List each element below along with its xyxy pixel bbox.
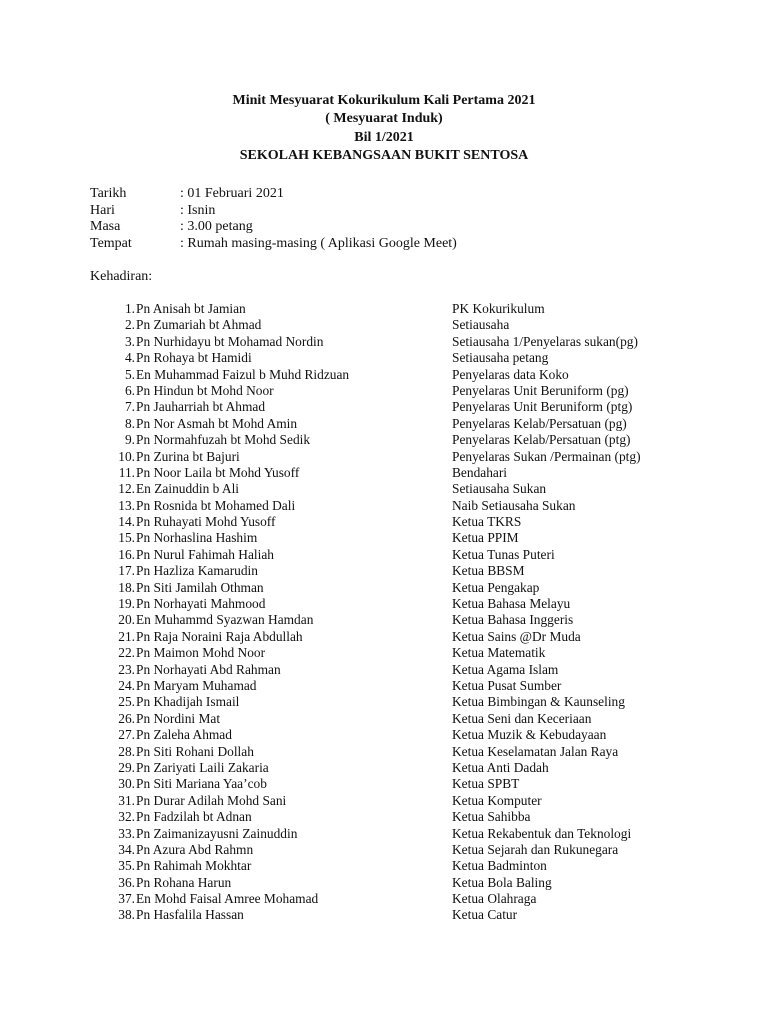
attendee-row bbox=[104, 449, 704, 465]
attendee-row bbox=[104, 416, 704, 432]
attendee-role: Ketua Badminton bbox=[452, 858, 547, 874]
attendee-number: 4. bbox=[124, 350, 135, 366]
attendee-name: Pn Hindun bt Mohd Noor bbox=[136, 382, 274, 398]
attendee-role: Ketua Bahasa Melayu bbox=[452, 596, 571, 612]
attendee-role: Ketua Sahibba bbox=[452, 809, 531, 825]
attendee-name: Pn Siti Rohani Dollah bbox=[136, 743, 254, 759]
attendee-row bbox=[104, 744, 704, 760]
attendee-role: Ketua Pengakap bbox=[452, 579, 540, 595]
attendee-name: En Mohd Faisal Amree Mohamad bbox=[136, 891, 319, 907]
attendee-name: En Muhammad Faizul b Muhd Ridzuan bbox=[136, 366, 350, 382]
attendee-role: Setiausaha petang bbox=[452, 350, 549, 366]
attendee-name: Pn Hazliza Kamarudin bbox=[136, 563, 258, 579]
attendee-number: 25. bbox=[118, 694, 135, 710]
attendee-name: Pn Fadzilah bt Adnan bbox=[136, 809, 252, 825]
attendee-number: 10. bbox=[118, 448, 135, 464]
attendee-number: 14. bbox=[118, 514, 135, 530]
attendee-row bbox=[104, 465, 704, 481]
attendee-row bbox=[104, 760, 704, 776]
attendee-name: Pn Rahimah Mokhtar bbox=[136, 858, 252, 874]
attendee-number: 36. bbox=[118, 874, 135, 890]
meeting-number: Bil 1/2021 bbox=[354, 129, 414, 145]
attendee-name: Pn Siti Jamilah Othman bbox=[136, 579, 264, 595]
attendee-number: 27. bbox=[118, 727, 135, 743]
attendee-number: 15. bbox=[118, 530, 135, 546]
attendee-row bbox=[104, 809, 704, 825]
attendee-name: En Zainuddin b Ali bbox=[136, 481, 240, 497]
meta-value: : Isnin bbox=[180, 202, 216, 218]
attendee-role: Penyelaras Kelab/Persatuan (ptg) bbox=[452, 432, 631, 448]
attendee-number: 11. bbox=[118, 464, 135, 480]
attendee-row bbox=[104, 350, 704, 366]
attendee-number: 24. bbox=[118, 677, 135, 693]
meta-value: : Rumah masing-masing ( Aplikasi Google Meet) bbox=[180, 236, 457, 252]
meta-label: Tempat bbox=[90, 236, 132, 252]
attendee-number: 12. bbox=[118, 481, 135, 497]
attendee-role: Penyelaras Kelab/Persatuan (pg) bbox=[452, 415, 627, 431]
attendee-row bbox=[104, 612, 704, 628]
meta-row bbox=[90, 203, 457, 220]
attendee-row bbox=[104, 875, 704, 891]
attendee-name: Pn Durar Adilah Mohd Sani bbox=[136, 792, 287, 808]
document-title: Minit Mesyuarat Kokurikulum Kali Pertama 2021 bbox=[232, 93, 536, 108]
attendee-name: Pn Norhayati Mahmood bbox=[136, 596, 266, 612]
attendee-row bbox=[104, 563, 704, 579]
attendee-role: PK Kokurikulum bbox=[452, 301, 545, 316]
attendee-number: 18. bbox=[118, 579, 135, 595]
meeting-details bbox=[90, 186, 457, 253]
attendee-number: 32. bbox=[118, 809, 135, 825]
attendee-role: Penyelaras Unit Beruniform (ptg) bbox=[452, 399, 633, 415]
attendee-number: 2. bbox=[124, 317, 135, 333]
meta-row bbox=[90, 236, 457, 253]
attendee-row bbox=[104, 662, 704, 678]
attendee-row bbox=[104, 580, 704, 596]
attendee-row bbox=[104, 891, 704, 907]
attendee-number: 19. bbox=[118, 596, 135, 612]
attendance-heading: Kehadiran: bbox=[90, 269, 153, 284]
attendee-role: Ketua Bahasa Inggeris bbox=[452, 612, 574, 628]
attendee-role: Setiausaha bbox=[452, 317, 510, 333]
attendee-name: Pn Anisah bt Jamian bbox=[136, 301, 246, 316]
attendee-number: 35. bbox=[118, 858, 135, 874]
attendee-row bbox=[104, 826, 704, 842]
attendee-role: Ketua Tunas Puteri bbox=[452, 546, 555, 562]
attendee-role: Bendahari bbox=[452, 464, 508, 480]
document-title-block bbox=[0, 92, 768, 165]
attendee-name: Pn Zariyati Laili Zakaria bbox=[136, 759, 269, 775]
attendee-name: Pn Hasfalila Hassan bbox=[136, 907, 244, 923]
attendee-name: Pn Rosnida bt Mohamed Dali bbox=[136, 497, 296, 513]
meeting-type: ( Mesyuarat Induk) bbox=[325, 111, 443, 127]
attendee-row bbox=[104, 399, 704, 415]
attendee-number: 34. bbox=[118, 841, 135, 857]
attendee-row bbox=[104, 678, 704, 694]
attendee-row bbox=[104, 432, 704, 448]
attendee-number: 37. bbox=[118, 891, 135, 907]
attendee-name: Pn Nurhidayu bt Mohamad Nordin bbox=[136, 333, 324, 349]
attendee-name: Pn Noor Laila bt Mohd Yusoff bbox=[136, 464, 300, 480]
attendee-name: Pn Nurul Fahimah Haliah bbox=[136, 546, 274, 562]
attendee-role: Ketua Muzik & Kebudayaan bbox=[452, 727, 607, 743]
attendee-number: 1. bbox=[124, 301, 135, 316]
attendee-list bbox=[104, 301, 704, 924]
attendee-number: 9. bbox=[124, 432, 135, 448]
attendee-role: Ketua Anti Dadah bbox=[452, 759, 549, 775]
attendee-role: Ketua BBSM bbox=[452, 563, 525, 579]
attendee-row bbox=[104, 547, 704, 563]
attendee-row bbox=[104, 842, 704, 858]
attendee-name: Pn Rohaya bt Hamidi bbox=[136, 350, 252, 366]
attendee-role: Ketua TKRS bbox=[452, 514, 522, 530]
attendee-row bbox=[104, 858, 704, 874]
attendee-role: Ketua Agama Islam bbox=[452, 661, 559, 677]
attendee-role: Setiausaha Sukan bbox=[452, 481, 547, 497]
attendee-role: Ketua Komputer bbox=[452, 792, 542, 808]
attendee-name: Pn Zumariah bt Ahmad bbox=[136, 317, 262, 333]
attendee-role: Ketua Catur bbox=[452, 907, 518, 923]
attendee-row bbox=[104, 530, 704, 546]
attendee-role: Ketua Matematik bbox=[452, 645, 546, 661]
meta-label: Masa bbox=[90, 219, 121, 235]
attendee-name: Pn Norhaslina Hashim bbox=[136, 530, 258, 546]
attendee-role: Ketua Pusat Sumber bbox=[452, 677, 562, 693]
meta-row bbox=[90, 186, 457, 203]
attendee-name: Pn Zaleha Ahmad bbox=[136, 727, 232, 743]
attendee-role: Penyelaras data Koko bbox=[452, 366, 569, 382]
attendee-row bbox=[104, 317, 704, 333]
attendee-number: 21. bbox=[118, 628, 135, 644]
attendee-name: En Muhammd Syazwan Hamdan bbox=[136, 612, 314, 628]
attendee-row bbox=[104, 629, 704, 645]
attendee-row bbox=[104, 907, 704, 923]
attendee-role: Penyelaras Unit Beruniform (pg) bbox=[452, 382, 629, 398]
attendee-number: 28. bbox=[118, 743, 135, 759]
attendee-number: 16. bbox=[118, 546, 135, 562]
attendee-number: 38. bbox=[118, 907, 135, 923]
meta-row bbox=[90, 219, 457, 236]
attendee-row bbox=[104, 367, 704, 383]
attendee-name: Pn Maimon Mohd Noor bbox=[136, 645, 266, 661]
attendee-row bbox=[104, 334, 704, 350]
attendee-number: 30. bbox=[118, 776, 135, 792]
attendee-name: Pn Khadijah Ismail bbox=[136, 694, 240, 710]
attendee-number: 31. bbox=[118, 792, 135, 808]
attendee-number: 22. bbox=[118, 645, 135, 661]
attendee-role: Ketua Sains @Dr Muda bbox=[452, 628, 581, 644]
attendee-name: Pn Norhayati Abd Rahman bbox=[136, 661, 281, 677]
attendee-row bbox=[104, 514, 704, 530]
attendee-role: Ketua Rekabentuk dan Teknologi bbox=[452, 825, 632, 841]
attendee-name: Pn Jauharriah bt Ahmad bbox=[136, 399, 266, 415]
meta-label: Hari bbox=[90, 202, 115, 218]
attendee-name: Pn Zurina bt Bajuri bbox=[136, 448, 240, 464]
attendee-number: 26. bbox=[118, 710, 135, 726]
attendee-number: 17. bbox=[118, 563, 135, 579]
attendee-name: Pn Ruhayati Mohd Yusoff bbox=[136, 514, 276, 530]
attendee-role: Setiausaha 1/Penyelaras sukan(pg) bbox=[452, 333, 638, 349]
attendee-name: Pn Nor Asmah bt Mohd Amin bbox=[136, 415, 298, 431]
attendee-row bbox=[104, 793, 704, 809]
attendee-row bbox=[104, 694, 704, 710]
attendee-row bbox=[104, 645, 704, 661]
school-name: SEKOLAH KEBANGSAAN BUKIT SENTOSA bbox=[239, 147, 529, 163]
attendee-name: Pn Raja Noraini Raja Abdullah bbox=[136, 628, 303, 644]
attendee-role: Ketua Keselamatan Jalan Raya bbox=[452, 743, 619, 759]
attendee-role: Penyelaras Sukan /Permainan (ptg) bbox=[452, 448, 641, 464]
attendee-number: 8. bbox=[124, 415, 135, 431]
attendee-number: 3. bbox=[124, 333, 135, 349]
attendee-role: Ketua Olahraga bbox=[452, 891, 537, 907]
attendee-name: Pn Siti Mariana Yaa’cob bbox=[136, 776, 267, 792]
meta-value: : 01 Februari 2021 bbox=[180, 186, 284, 201]
attendee-number: 29. bbox=[118, 759, 135, 775]
attendee-row bbox=[104, 498, 704, 514]
attendee-number: 7. bbox=[124, 399, 135, 415]
attendee-row bbox=[104, 776, 704, 792]
attendee-number: 13. bbox=[118, 497, 135, 513]
attendee-row bbox=[104, 481, 704, 497]
attendee-name: Pn Maryam Muhamad bbox=[136, 677, 257, 693]
attendee-role: Naib Setiausaha Sukan bbox=[452, 497, 576, 513]
meta-label: Tarikh bbox=[90, 186, 127, 201]
attendee-row bbox=[104, 301, 704, 317]
attendee-number: 23. bbox=[118, 661, 135, 677]
attendee-row bbox=[104, 383, 704, 399]
attendee-role: Ketua Bimbingan & Kaunseling bbox=[452, 694, 625, 710]
attendee-number: 20. bbox=[118, 612, 135, 628]
attendee-row bbox=[104, 596, 704, 612]
attendee-name: Pn Rohana Harun bbox=[136, 874, 232, 890]
attendee-name: Pn Azura Abd Rahmn bbox=[136, 841, 254, 857]
attendee-number: 6. bbox=[124, 382, 135, 398]
attendee-role: Ketua Sejarah dan Rukunegara bbox=[452, 841, 619, 857]
attendee-number: 33. bbox=[118, 825, 135, 841]
meta-value: : 3.00 petang bbox=[180, 219, 253, 235]
attendee-row bbox=[104, 727, 704, 743]
attendee-number: 5. bbox=[124, 366, 135, 382]
attendee-name: Pn Normahfuzah bt Mohd Sedik bbox=[136, 432, 311, 448]
attendee-name: Pn Zaimanizayusni Zainuddin bbox=[136, 825, 298, 841]
attendee-role: Ketua SPBT bbox=[452, 776, 520, 792]
attendee-role: Ketua Bola Baling bbox=[452, 874, 552, 890]
attendee-role: Ketua Seni dan Keceriaan bbox=[452, 710, 592, 726]
attendee-name: Pn Nordini Mat bbox=[136, 710, 221, 726]
attendee-row bbox=[104, 711, 704, 727]
attendee-role: Ketua PPIM bbox=[452, 530, 519, 546]
